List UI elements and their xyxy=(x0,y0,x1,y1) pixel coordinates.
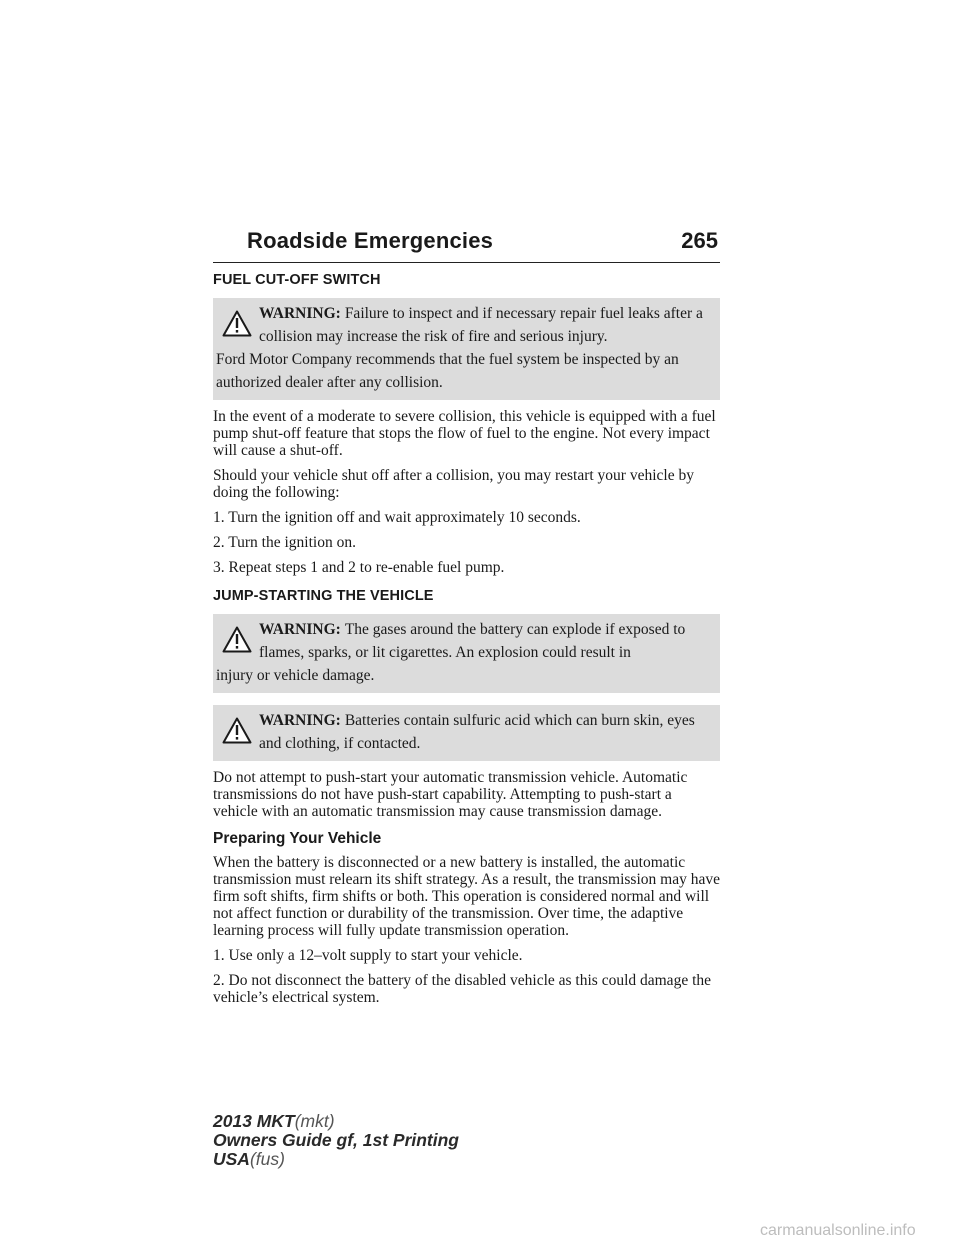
preparing-vehicle-heading: Preparing Your Vehicle xyxy=(213,830,382,847)
warning-box-battery-gases xyxy=(213,614,720,693)
paragraph: When the battery is disconnected or a new battery is installed, the automatic transmission must relearn its shift strategy. As a result, the transmission may have firm soft shifts, firm shifts or both. This operation is considered normal and will not affect function or durability of the transmission. Over time, the adaptive learning process will fully update transmission operation. xyxy=(213,854,720,939)
paragraph: Do not attempt to push-start your automatic transmission vehicle. Automatic transmissions do not have push-start capability. Attempting to push-start a vehicle with an automatic transmission may cause transmission damage. xyxy=(213,769,688,820)
warning-text: The gases around the battery can explode if exposed to flames, sparks, or lit cigarettes. An explosion could result in xyxy=(259,621,686,661)
footer-edition: Owners Guide gf, 1st Printing xyxy=(213,1130,459,1150)
paragraph: Should your vehicle shut off after a collision, you may restart your vehicle by doing the following: xyxy=(213,467,694,501)
fuel-cutoff-heading: FUEL CUT-OFF SWITCH xyxy=(213,272,381,288)
footer-market: USA xyxy=(213,1149,250,1169)
section-title: Roadside Emergencies xyxy=(247,228,494,253)
warning-box-sulfuric-acid xyxy=(213,705,720,761)
warning-box-fuel-leak xyxy=(213,298,720,400)
warning-triangle-icon xyxy=(222,626,252,653)
page-number: 265 xyxy=(681,228,718,253)
footer-market-code: (fus) xyxy=(249,1149,285,1169)
paragraph: In the event of a moderate to severe collision, this vehicle is equipped with a fuel pump shut-off feature that stops the flow of fuel to the engine. Not every impact will cause a shut-off. xyxy=(213,408,716,459)
watermark: carmanualsonline.info xyxy=(760,1222,916,1239)
warning-text-continued: Ford Motor Company recommends that the fuel system be inspected by an authorized dealer after any collision. xyxy=(216,351,679,391)
warning-triangle-icon xyxy=(222,310,252,337)
warning-label: WARNING: xyxy=(259,621,341,638)
print-footer xyxy=(213,1112,459,1169)
step-item: 2. Do not disconnect the battery of the disabled vehicle as this could damage the vehicle’s electrical system. xyxy=(213,972,712,1006)
step-item: 3. Repeat steps 1 and 2 to re-enable fuel pump. xyxy=(213,559,505,576)
warning-text: Batteries contain sulfuric acid which can burn skin, eyes and clothing, if contacted. xyxy=(259,712,695,752)
page-header xyxy=(213,228,720,263)
footer-model: 2013 MKT xyxy=(213,1111,295,1131)
page-content xyxy=(213,272,720,1014)
jump-start-heading: JUMP-STARTING THE VEHICLE xyxy=(213,588,434,604)
warning-label: WARNING: xyxy=(259,712,341,729)
step-item: 1. Turn the ignition off and wait approximately 10 seconds. xyxy=(213,509,581,526)
footer-model-code: (mkt) xyxy=(294,1111,335,1131)
step-item: 1. Use only a 12–volt supply to start your vehicle. xyxy=(213,947,523,964)
step-item: 2. Turn the ignition on. xyxy=(213,534,356,551)
warning-label: WARNING: xyxy=(259,305,341,322)
warning-text-continued: injury or vehicle damage. xyxy=(216,667,375,684)
warning-text: Failure to inspect and if necessary repair fuel leaks after a collision may increase the risk of fire and serious injury. xyxy=(259,305,703,345)
warning-triangle-icon xyxy=(222,717,252,744)
